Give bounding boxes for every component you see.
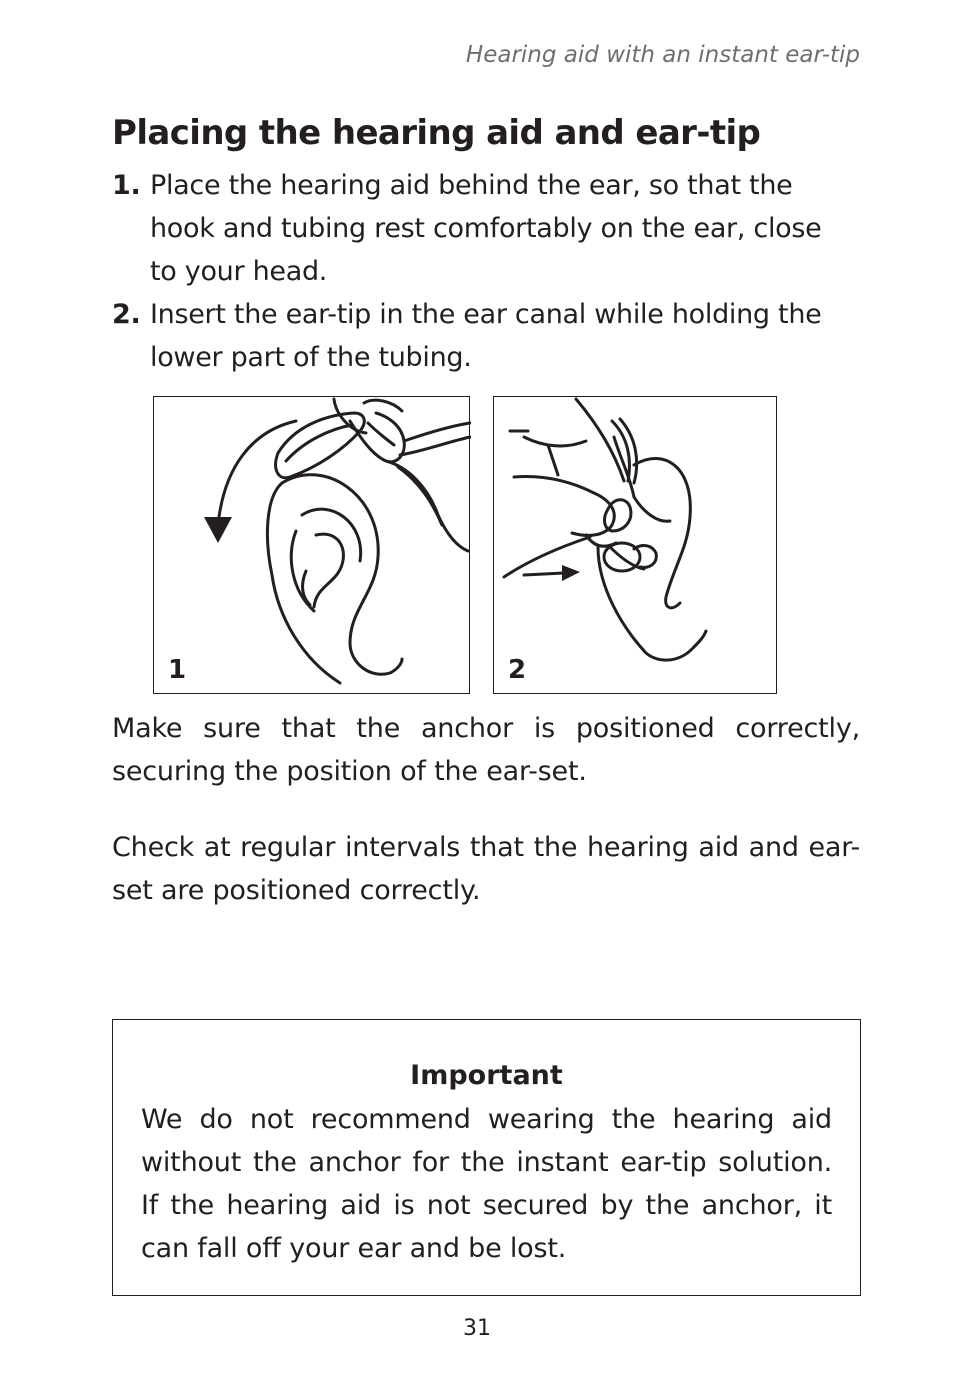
ear-tip-insertion-illustration	[494, 397, 778, 695]
step-item	[112, 164, 852, 293]
hearing-aid-behind-ear-illustration	[154, 397, 471, 695]
figure-1-label: 1	[168, 655, 187, 685]
note-title: Important	[410, 1060, 563, 1091]
note-body: We do not recommend wearing the hearing aid without the anchor for the instant ear-tip solution. If the hearing aid is not secured by the anchor, it can fall off your ear and be lost.	[141, 1104, 832, 1264]
step-text: Place the hearing aid behind the ear, so that the hook and tubing rest comfortably on the ear, close to your head.	[150, 170, 822, 287]
step-item	[112, 293, 852, 379]
page-number: 31	[463, 1316, 491, 1341]
figure-2	[493, 396, 777, 694]
check-paragraph: Check at regular intervals that the hearing aid and ear-set are positioned correctly.	[112, 832, 860, 906]
section-title: Placing the hearing aid and ear-tip	[112, 113, 761, 153]
instruction-steps	[112, 164, 852, 379]
step-number: 1.	[112, 170, 141, 201]
important-note-box	[112, 1019, 861, 1296]
figure-2-label: 2	[508, 655, 527, 685]
anchor-paragraph: Make sure that the anchor is positioned correctly, securing the position of the ear-set.	[112, 713, 860, 787]
step-text: Insert the ear-tip in the ear canal while holding the lower part of the tubing.	[150, 299, 822, 373]
step-number: 2.	[112, 299, 141, 330]
running-header: Hearing aid with an instant ear-tip	[465, 42, 860, 68]
figure-1	[153, 396, 470, 694]
